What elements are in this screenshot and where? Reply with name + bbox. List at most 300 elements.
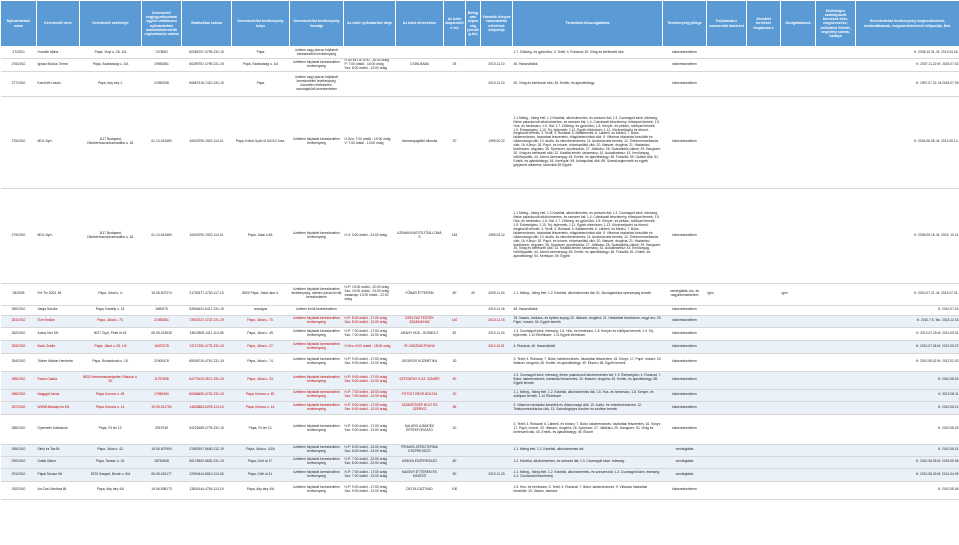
table-cell: Gallai Gábor bbox=[37, 456, 80, 468]
table-cell: Varga Sándor bbox=[37, 305, 80, 315]
table-cell: 7478082 bbox=[142, 47, 182, 59]
table-cell: 65006726-4751-231-19 bbox=[182, 353, 232, 371]
table-cell bbox=[466, 305, 481, 315]
table-cell: H-Szo: 8:00 órától - 18:00 óráig bbox=[344, 340, 396, 353]
table-cell: H-P: 8:00 órától - 17:00 óráig Szo: 8:00 órától - 12:00 óráig bbox=[344, 315, 396, 327]
table-cell: 4. Ruházat; 46. Használtcikk bbox=[513, 340, 663, 353]
table-cell: K: 2010.08.11 bbox=[856, 389, 959, 401]
table-cell bbox=[747, 444, 781, 456]
table-cell: H-P: 7:00 órától - 17:00 óráig Szo: 7:00 órától - 12:00 óráig bbox=[344, 468, 396, 481]
table-cell: kiskereskedelem bbox=[663, 481, 707, 499]
table-cell: K: 2010.08.01 bbox=[856, 444, 959, 456]
table-cell: 9027 Győr, Pesti út 43. bbox=[80, 327, 142, 340]
table-cell bbox=[747, 283, 781, 305]
table-cell: 10625790-1920-114-01 bbox=[182, 188, 232, 283]
column-header: Befogadó képesség (vendég-tér) bbox=[466, 1, 481, 47]
table-cell bbox=[466, 59, 481, 72]
table-cell: Pápa, Gróf út 17. bbox=[232, 456, 290, 468]
table-cell: Pápa, Korona u. 14. bbox=[232, 401, 290, 414]
table-cell: 06-09-016177 bbox=[142, 468, 182, 481]
table-cell: üzletben folytatott kereskedelmi tevékenység bbox=[290, 340, 344, 353]
table-cell bbox=[781, 456, 816, 468]
table-cell: Komlóthi László bbox=[37, 71, 80, 96]
table-cell bbox=[481, 444, 513, 456]
table-cell: Bodó Zsófia bbox=[37, 340, 80, 353]
table-cell: Pápa, Jókai u.63. bbox=[232, 188, 290, 283]
table-cell: K: 2010.08.02 M: 2012.02.03 bbox=[856, 353, 959, 371]
table-cell bbox=[781, 353, 816, 371]
table-cell: 20 bbox=[444, 414, 466, 444]
table-cell: 11757598 bbox=[142, 371, 182, 389]
table-cell bbox=[747, 401, 781, 414]
table-row bbox=[1, 305, 959, 315]
table-row bbox=[1, 71, 959, 96]
column-header: Kereskedelmi tevékenység megkezdésének, módosításának, megszüntetésének időpontja; Mvt. bbox=[856, 1, 959, 47]
table-row bbox=[1, 353, 959, 371]
table-cell: kiskereskedelem bbox=[663, 71, 707, 96]
table-cell bbox=[707, 401, 747, 414]
table-cell: 1.1. Meleg-, hideg étel; 1.2. Kávéital, alkoholmentes ital; 51. Mozdgatóképi nyersanyag termék bbox=[513, 283, 663, 305]
table-cell bbox=[466, 414, 481, 444]
table-cell: igen bbox=[781, 283, 816, 305]
table-cell: 292/2010 bbox=[1, 481, 37, 499]
table-cell bbox=[781, 444, 816, 456]
table-cell bbox=[481, 389, 513, 401]
table-cell bbox=[747, 456, 781, 468]
table-cell: CSINI-BABA bbox=[396, 59, 444, 72]
table-cell: üzletben folytatott kereskedelmi tevékenység bbox=[290, 327, 344, 340]
table-cell: 281/2010 bbox=[1, 315, 37, 327]
table-cell: kiskereskedelem bbox=[663, 59, 707, 72]
table-cell: 22990444-5610-113-06 bbox=[182, 468, 232, 481]
table-cell bbox=[466, 444, 481, 456]
table-cell bbox=[481, 401, 513, 414]
table-cell: Tollner Márton Henrietta bbox=[37, 353, 80, 371]
table-cell: 46. Használtcikk bbox=[513, 59, 663, 72]
table-cell: 19982681 bbox=[142, 59, 182, 72]
table-cell: Pápa, Jókai u. 4. bbox=[80, 283, 142, 305]
table-cell: 1.1 Meleg-, hideg étel; 1.2 Kávéital, alkoholmentes- és szeszes ital; 1.3. Csomagolt kávé, édesség, illetve palackozott alkoholmentes- és szeszes ital; 1.4. Cukrászati készítmény, édesipari termék; 1.5. Hús- és hentesáru; 1.6. Hal; 1.7. Zöldség- és gyümölcs; 1.8. Kenyér- és pékáru, sütőipari termék; 1.9. Édességáru; 1.10. Tej, tejtermék; 1.11. Egyéb élelmiszer; 1.12. Közérzetjavító és étrend-kiegészítő termék; 3. Textil; 4. Ruházat; 5. Babatermék; 6. Lábbeli- és bőráru; 7. Bútor, lakberendezés, háztartási felszerelés, világítástechnikai cikk; 9. Villamos háztartási készülék és villamossági cikk; 10. Audió- és videóberendezés; 11. Audiovizuális termék; 12. Telekommunikációs cikk; 16. Könyv; 18. Papír- és írószer, művészellátó cikk; 20. Illatszer, drogéria; 21. Háztartási tisztítószer, vegyiáru; 26. Sportszer, sporteszköz; 27. Játékáru; 28. Szabadidős cikkek; 29. Hangszer; 30. Virág és kertészeti cikk; 32. Kisállat-eledel, takarmány; 42. Autóalkatrész; 43. Kenőanyag, hűtőfolyadék; 44. Jármű-üzemanyag; 45. Emlék- és ajándéktárgy; 48. Fotócikk; 59. Optikai cikk; 51. Emlék- és ajándéktárgy; 54. Kerékpár; 59. Autóápolási cikk; 89. Szemüveglencsék és egyéb gépjármű-alkatrész; kartonlek,59 Egyéb bbox=[513, 96, 663, 188]
table-cell bbox=[344, 47, 396, 59]
table-cell bbox=[707, 444, 747, 456]
table-cell bbox=[444, 71, 466, 96]
table-cell bbox=[707, 371, 747, 389]
table-cell: H-P: 10:00 órától - 22:00 óráig Szo: 10:00 órától - 24:00 óráig vasárnap: 10:00 órától - 22:00 óráig bbox=[344, 283, 396, 305]
table-cell: 08-09-013528 bbox=[142, 327, 182, 340]
table-cell bbox=[747, 188, 781, 283]
table-cell: üZEMANYAGTÖLTŐÁLLOMÁS bbox=[396, 188, 444, 283]
column-header: Kereskedelmi tevékenység formája bbox=[290, 1, 344, 47]
table-cell: K: 2010.08.03 bbox=[856, 414, 959, 444]
table-cell bbox=[816, 305, 856, 315]
table-cell: kiskereskedelem bbox=[663, 353, 707, 371]
table-cell: Pápa, Jókai u. 25. 1/9 bbox=[80, 340, 142, 353]
table-cell: FŐBÁR ÉTTEREM bbox=[396, 283, 444, 305]
column-header: Az üzlet elnevezése bbox=[396, 1, 444, 47]
table-row bbox=[1, 283, 959, 305]
table-cell: K: 2010.07.21. M: 2014.07.31. bbox=[856, 283, 959, 305]
table-cell: üzleten vagy piacon folytatott kereskedelmi tevékenység; közvetlen értékesítés; csomagküldő kereskedelem bbox=[290, 71, 344, 96]
table-cell: Pápa bbox=[232, 47, 290, 59]
table-cell: 140 bbox=[444, 315, 466, 327]
table-cell: üzemanyagtöltő állomás bbox=[396, 96, 444, 188]
table-row bbox=[1, 327, 959, 340]
table-cell bbox=[781, 371, 816, 389]
table-cell: SZÁMÍTÓGÉP BOLT ÉS SZERVIZ bbox=[396, 401, 444, 414]
table-cell: üzletben folytatott kereskedelmi tevékenység bbox=[290, 481, 344, 499]
table-cell: 9. Villamos háztartási készülék és villamossági cikk; 10. Audió- és videóberendezés; 12. Telekommunikációs cikk; 13. Számítógépes hardver és szoftver termék bbox=[513, 401, 663, 414]
table-cell: Pápa, Jókai u. 70. bbox=[232, 315, 290, 327]
table-cell: Pápa, Szabadság u. 1/a bbox=[232, 59, 290, 72]
table-cell: WWW.Medsap.hu Kft. bbox=[37, 401, 80, 414]
table-cell: kiskereskedelem bbox=[663, 327, 707, 340]
table-cell: Pápa, Szabadság u. 1/A bbox=[80, 59, 142, 72]
table-row bbox=[1, 371, 959, 389]
column-header: Az üzlet nyitvatartási ideje bbox=[344, 1, 396, 47]
table-cell: 163 bbox=[444, 188, 466, 283]
table-cell: H-P: 7:00 órától - 22:00 óráig Szo: 8:00 órától - 22:00 óráig bbox=[344, 456, 396, 468]
table-cell: 2010.12.01 bbox=[481, 340, 513, 353]
table-cell: Horváth Mária bbox=[37, 47, 80, 59]
table-cell: 3. Textil; 4. Ruházat; 6. Lábbeli- és bőráru; 7. Bútor, lakberendezés, háztartási felszerelés; 16. Könyv; 17. Papír, írószer; 20. Illatszer, drogéria; 26. Sportszer; 27. Játékáru; 29. Hangszer; 30. Virág és kertészeti cikk; 45. Emlék- és ajándéktárgy; 49. Ékszer bbox=[513, 414, 663, 444]
table-row bbox=[1, 444, 959, 456]
table-cell bbox=[466, 481, 481, 499]
table-cell: K: 2010.08.05 M: 2016.05.06 bbox=[856, 456, 959, 468]
table-cell bbox=[781, 401, 816, 414]
table-cell: 1.1. Meleg-, hideg étel; 1.2. Kávéital, alkoholmentes ital; 1.5. Hús- és hentesáru; 1.8. Kenyér- és sütőipari termék; 1.10 Élelmiszer bbox=[513, 389, 663, 401]
table-row bbox=[1, 414, 959, 444]
header-row bbox=[1, 1, 959, 47]
table-cell: ARANY HÚS - HÚSBOLT bbox=[396, 327, 444, 340]
table-cell bbox=[816, 96, 856, 188]
column-header: Szolgáltatások bbox=[781, 1, 816, 47]
table-cell: PIRAMIS ÁFÉSZTERMÁ ESZPRESSZÓ bbox=[396, 444, 444, 456]
column-header: Az üzlet alapterülete m2 bbox=[444, 1, 466, 47]
table-cell: Pápa, Kastély u. 19. bbox=[80, 305, 142, 315]
table-cell: 2010.11.10 bbox=[481, 71, 513, 96]
table-cell: 21552997-5630-212-19 bbox=[182, 444, 232, 456]
table-cell: Pápa, Jókai u. 42. bbox=[80, 444, 142, 456]
table-cell: üzletben folytatott kereskedelmi tevékenység bbox=[290, 444, 344, 456]
table-cell: 291/2010 bbox=[1, 468, 37, 481]
table-cell: 10625790-1920-114-01 bbox=[182, 96, 232, 188]
table-cell bbox=[707, 340, 747, 353]
table-cell: 74717290-4775-231-19 bbox=[182, 340, 232, 353]
table-cell bbox=[816, 47, 856, 59]
table-cell: K: 2010.08.14 bbox=[856, 401, 959, 414]
table-cell: K: 2010.7.5. Mu: 2013.12.18 bbox=[856, 315, 959, 327]
table-cell: Pápa, Korona u. 49. bbox=[80, 389, 142, 401]
table-cell bbox=[466, 371, 481, 389]
table-cell: 1.3. Csomagolt kávé, édesség; 1.5. Hús- és hentesáru; 1.8. Kenyér és sütőipari termék; 1.9. Tej, tejtermék, 1.10 Élelmiszer; 1.11 Egyéb élelmiszer bbox=[513, 327, 663, 340]
table-cell: üzletben folytatott kereskedelmi tevékenység, üzleten (utcán kívül) kereskedelem bbox=[290, 283, 344, 305]
table-cell: 13841444-4754-113-19 bbox=[182, 481, 232, 499]
table-cell: 1117 Budapest, Októberhuszonharmadika u. 18. bbox=[80, 188, 142, 283]
table-cell: 100 bbox=[444, 481, 466, 499]
table-cell: 14628863-6209-113-19 bbox=[182, 401, 232, 414]
table-cell bbox=[481, 353, 513, 371]
table-cell bbox=[466, 353, 481, 371]
table-cell: 21983681 bbox=[142, 315, 182, 327]
table-cell: 277/2010 bbox=[1, 71, 37, 96]
table-cell: K: 2010.07.26 M: 2012.05.22 bbox=[856, 340, 959, 353]
table-cell bbox=[781, 340, 816, 353]
table-cell bbox=[747, 327, 781, 340]
table-cell bbox=[444, 47, 466, 59]
column-header: Vásárlók könyve használatba vételének időpontja bbox=[481, 1, 513, 47]
table-cell: Sirkó és Tsa Bt. bbox=[37, 444, 80, 456]
table-cell bbox=[344, 305, 396, 315]
table-cell: üzletben folytatott kereskedelmi tevékenység bbox=[290, 96, 344, 188]
table-cell: H-P: 7:00 órától - 18:00 óráig Szo: 7:00 órától - 12:00 óráig bbox=[344, 389, 396, 401]
table-cell: kiskereskedelem bbox=[663, 96, 707, 188]
column-header: Tevékenység jellege bbox=[663, 1, 707, 47]
table-cell bbox=[466, 315, 481, 327]
table-cell: üzletben folytatott kereskedelmi tevékenység bbox=[290, 389, 344, 401]
table-cell: H-P: 7:00 órától - 17:00 óráig Szo: 7:00 órától - 12:00 óráig bbox=[344, 327, 396, 340]
table-cell bbox=[781, 389, 816, 401]
table-cell: üzletben folytatott kereskedelmi tevékenység bbox=[290, 371, 344, 389]
table-cell: üzletben folytatott kereskedelmi tevékenység bbox=[290, 188, 344, 283]
table-cell bbox=[707, 315, 747, 327]
table-cell bbox=[816, 414, 856, 444]
table-cell bbox=[707, 481, 747, 499]
table-cell: An-Csa Üzletház Bt. bbox=[37, 481, 80, 499]
table-cell bbox=[466, 188, 481, 283]
table-cell: GEORGIS KOZMETIKA bbox=[396, 353, 444, 371]
table-cell: K: 2010.07.25 M: 2011.05.31 bbox=[856, 327, 959, 340]
table-cell: 1999.03.12 bbox=[481, 188, 513, 283]
table-cell bbox=[707, 414, 747, 444]
table-cell: 16470278 bbox=[142, 340, 182, 353]
table-cell: 13613509-1011-113-08 bbox=[182, 327, 232, 340]
table-cell: Pápa bbox=[232, 71, 290, 96]
table-row bbox=[1, 96, 959, 188]
table-cell bbox=[481, 456, 513, 468]
table-cell: kiskereskedelem bbox=[663, 340, 707, 353]
table-cell bbox=[707, 47, 747, 59]
table-cell: üzleten kívüli kereskedelem bbox=[290, 305, 344, 315]
table-cell: H-P: 9:00 órától - 17:00 óráig Szo: 9:00 órától - 12:00 óráig bbox=[344, 371, 396, 389]
table-cell: Pápa, Korona u. 14. bbox=[80, 401, 142, 414]
table-cell: Pápa, Vinyi u. 25. 1/A bbox=[80, 47, 142, 59]
table-cell: H-P: 9:00 órától - 17:00 óráig Szo: 9:00 órától - 12:00 óráig bbox=[344, 353, 396, 371]
table-cell: 2919749 bbox=[142, 414, 182, 444]
table-cell bbox=[816, 444, 856, 456]
table-cell: kiskereskedelem bbox=[663, 414, 707, 444]
table-cell: Gyermeth Kálmánné bbox=[37, 414, 80, 444]
table-cell bbox=[707, 456, 747, 468]
table-cell: vendéglátás, kis- és nagykereskedelem bbox=[663, 283, 707, 305]
table-cell bbox=[444, 305, 466, 315]
table-cell: H-P: 9:00 órától - 17:00 óráig Szo: 9:00 órától - 12:00 óráig bbox=[344, 481, 396, 499]
table-cell: 285/2010 bbox=[1, 371, 37, 389]
table-cell bbox=[747, 305, 781, 315]
table-cell: 60176900-5630-231-19 bbox=[182, 456, 232, 468]
table-cell bbox=[781, 414, 816, 444]
table-cell bbox=[466, 327, 481, 340]
column-header: Termékkörök/szolgáltatás bbox=[513, 1, 663, 47]
table-cell: Ignácz Bodza Tímea bbox=[37, 59, 80, 72]
table-cell: SZTEGÉNY S.SZ. SZIMÉR bbox=[396, 371, 444, 389]
table-cell: 27/2010 bbox=[1, 47, 37, 59]
table-cell bbox=[781, 71, 816, 96]
column-header: Nyilvántartási szám bbox=[1, 1, 37, 47]
table-cell: KALÁRG AJÁNDÉK ÉRTÉKFORGATÓ bbox=[396, 414, 444, 444]
table-cell: 1999.00.22 bbox=[481, 96, 513, 188]
table-cell: 282/2010 bbox=[1, 327, 37, 340]
table-cell: Pápa, Jókai u. 27. bbox=[232, 340, 290, 353]
table-cell: 82 bbox=[444, 327, 466, 340]
table-cell bbox=[481, 481, 513, 499]
table-cell: kiskereskedelem bbox=[663, 371, 707, 389]
table-cell bbox=[396, 305, 444, 315]
table-cell: Pápai Tavasz Kft. bbox=[37, 468, 80, 481]
table-cell: Pápa, Jókai u. 74. bbox=[232, 353, 290, 371]
table-cell: K: 2004.06.06. M: 2014.05.14. bbox=[856, 96, 959, 188]
table-cell: H-Szo: 7:00 órától - 19:00 óráig V: 7:00 órától - 13:00 óráig bbox=[344, 96, 396, 188]
table-cell: üzletben folytatott kereskedelmi tevékenység bbox=[290, 414, 344, 444]
table-cell: 19-06-507274 bbox=[142, 283, 182, 305]
table-cell: 1.1. Meleg-, hideg étel; 1.2. Kávéital, alkoholmentes- és szeszes ital; 1.3. Csomagolt kávé, édesség; 1.4. Cukrászati készítmény bbox=[513, 468, 663, 481]
table-cell: 01-10-041683 bbox=[142, 96, 182, 188]
table-cell: vendéglátás bbox=[663, 444, 707, 456]
table-cell: 1117 Budapest, Októberhuszonharmadika u. 18. bbox=[80, 96, 142, 188]
table-cell: 276/2010 bbox=[1, 59, 37, 72]
table-cell: 290/2010 bbox=[1, 456, 37, 468]
table-cell: K: 2008.10.31. M: 2013.04.26. bbox=[856, 47, 959, 59]
table-cell: Pápa, Korona u. 49. bbox=[232, 389, 290, 401]
column-header: Kereskedő neve bbox=[37, 1, 80, 47]
table-cell: 1680270 bbox=[142, 305, 182, 315]
table-cell bbox=[466, 71, 481, 96]
table-cell: K: 2010.08.09 M: 2014.04.09 bbox=[856, 468, 959, 481]
table-cell: kiskereskedelem bbox=[663, 305, 707, 315]
table-cell: kiskereskedelem bbox=[663, 315, 707, 327]
table-cell: 30 bbox=[444, 353, 466, 371]
table-cell: Pápa, Tavasz u. 15. bbox=[80, 456, 142, 468]
table-row bbox=[1, 340, 959, 353]
table-cell bbox=[816, 327, 856, 340]
table-cell: 21790377-4730-117-19 bbox=[182, 283, 232, 305]
table-cell bbox=[816, 468, 856, 481]
table-cell: 46. Használtcikk bbox=[513, 305, 663, 315]
table-cell bbox=[466, 96, 481, 188]
table-cell: 17969490 bbox=[142, 389, 182, 401]
table-cell: üzletben folytatott kereskedelmi tevékenység bbox=[290, 59, 344, 72]
table-row bbox=[1, 188, 959, 283]
table-cell bbox=[747, 315, 781, 327]
table-row bbox=[1, 401, 959, 414]
table-cell: K: 2010.08.03 bbox=[856, 371, 959, 389]
table-cell: K: 2006.09.18. M: 2015. 10.21 bbox=[856, 188, 959, 283]
table-cell: 1.1. Meleg étel; 1.2. Kávéital, alkoholmentes ital bbox=[513, 444, 663, 456]
table-cell: Pápa, Jókai u. 33. bbox=[232, 371, 290, 389]
column-header: Statisztikai száma bbox=[182, 1, 232, 47]
table-cell bbox=[444, 444, 466, 456]
table-cell: 25 bbox=[444, 59, 466, 72]
table-cell: DELTA GÜZTVAD bbox=[396, 481, 444, 499]
table-cell bbox=[816, 389, 856, 401]
table-cell bbox=[481, 414, 513, 444]
table-cell bbox=[747, 47, 781, 59]
table-cell: 2010.11.24 bbox=[481, 327, 513, 340]
table-cell: 21950036 bbox=[142, 71, 182, 96]
table-cell: országos bbox=[232, 305, 290, 315]
table-cell bbox=[816, 71, 856, 96]
table-cell: 20 bbox=[444, 389, 466, 401]
table-cell: üzletben folytatott kereskedelmi tevékenység bbox=[290, 468, 344, 481]
table-cell: 30. Virág és kertészeti cikk; 45. Emlék- és ajándéktárgy bbox=[513, 71, 663, 96]
table-cell: igen bbox=[707, 283, 747, 305]
table-cell: 01-10-041683 bbox=[142, 188, 182, 283]
table-cell: K: 2010.08.06 bbox=[856, 481, 959, 499]
column-header: Folytatnak-e szeszesital kimérést bbox=[707, 1, 747, 47]
table-cell bbox=[707, 327, 747, 340]
table-cell bbox=[481, 371, 513, 389]
table-cell bbox=[466, 389, 481, 401]
table-cell bbox=[466, 47, 481, 59]
table-cell: 55 bbox=[444, 401, 466, 414]
table-cell bbox=[781, 305, 816, 315]
table-row bbox=[1, 456, 959, 468]
table-cell: vendéglátás bbox=[663, 456, 707, 468]
table-cell: 60066659-4722-231-19 bbox=[182, 389, 232, 401]
table-cell: MOL Nyrt. bbox=[37, 188, 80, 283]
table-cell: 8500 Pápa, Jókai utca 4. bbox=[232, 283, 290, 305]
table-cell bbox=[466, 401, 481, 414]
table-cell bbox=[781, 468, 816, 481]
table-cell bbox=[747, 96, 781, 188]
table-cell: 2010.11.16 bbox=[481, 305, 513, 315]
table-cell bbox=[466, 468, 481, 481]
table-row bbox=[1, 468, 959, 481]
table-cell: Pápa, Külső Győri út 6/2/1/2 hrsz. bbox=[232, 96, 290, 188]
table-cell bbox=[816, 188, 856, 283]
table-cell bbox=[707, 96, 747, 188]
table-cell bbox=[707, 353, 747, 371]
table-cell: 1.3. Csomagolt kávé, édesség, illetve palackozott alkoholmentes ital; 1.9. Édességáru; 4. Ruházat; 7. Bútor, lakberendezés, háztartási felszerelés; 20. Illatszer, drogéria; 45. Emlék- és ajándéktárgy; 58. Egyéb termék bbox=[513, 371, 663, 389]
table-cell bbox=[781, 481, 816, 499]
table-cell bbox=[816, 315, 856, 327]
table-cell: 19-06-507994 bbox=[142, 444, 182, 456]
table-cell bbox=[781, 96, 816, 188]
table-cell: H-V: 0:00 órától - 24:00 óráig bbox=[344, 188, 396, 283]
table-cell: 60289757-4799-231-19 bbox=[182, 59, 232, 72]
table-cell: 50 bbox=[444, 468, 466, 481]
table-cell: 50 bbox=[444, 371, 466, 389]
table-cell bbox=[466, 456, 481, 468]
table-cell: 80 bbox=[444, 456, 466, 468]
table-cell bbox=[816, 456, 856, 468]
table-cell: 289/2010 bbox=[1, 444, 37, 456]
table-cell: kiskereskedelem bbox=[663, 47, 707, 59]
table-cell bbox=[781, 315, 816, 327]
table-cell: Fazes Csaba bbox=[37, 371, 80, 389]
table-cell: 64779125-3571-231-19 bbox=[182, 371, 232, 389]
table-cell: kiskereskedelem bbox=[663, 401, 707, 414]
table-cell bbox=[707, 71, 747, 96]
table-cell: 20 bbox=[444, 96, 466, 188]
table-cell bbox=[816, 283, 856, 305]
table-cell: üzletben folytatott kereskedelmi tevékenység bbox=[290, 353, 344, 371]
table-cell: 28/2005 bbox=[1, 283, 37, 305]
table-cell: 2010.11.10 bbox=[481, 59, 513, 72]
table-cell: 279/2010 bbox=[1, 188, 37, 283]
table-cell: 40 bbox=[466, 283, 481, 305]
table-cell bbox=[747, 59, 781, 72]
table-cell: ÍR-VÁSZNÁLTRUHA bbox=[396, 340, 444, 353]
